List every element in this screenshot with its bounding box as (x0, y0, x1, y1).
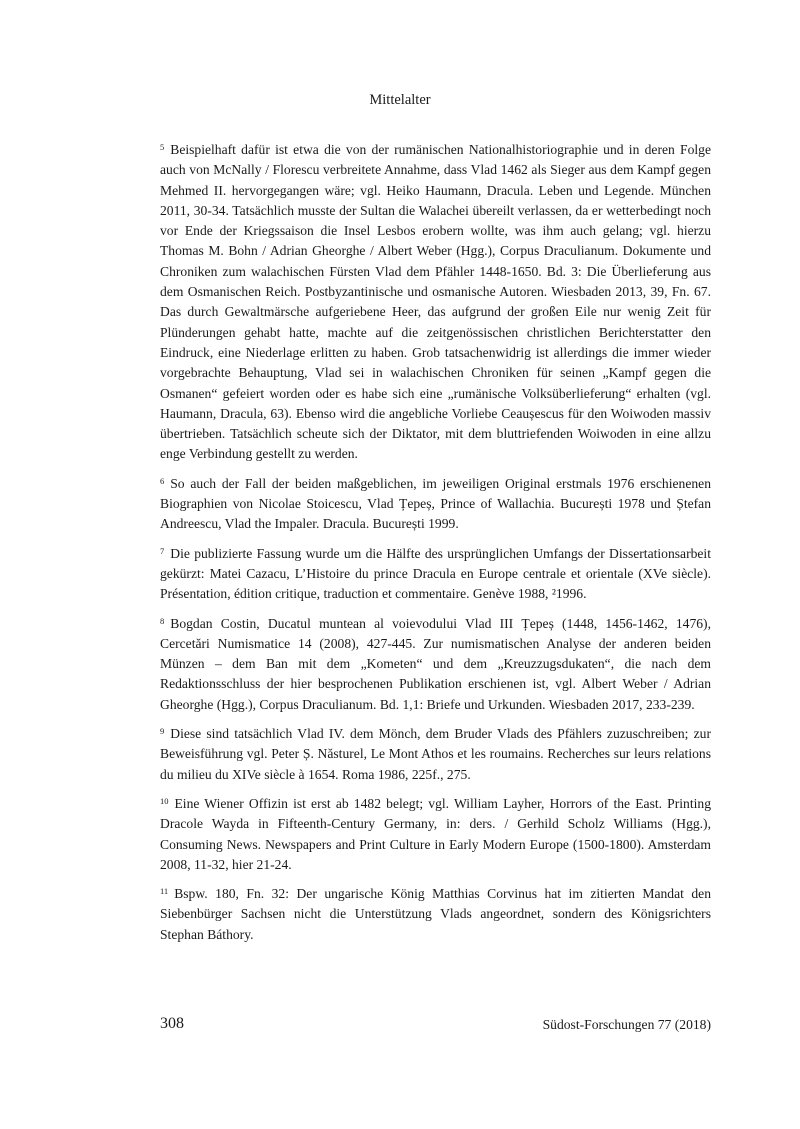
running-head: Mittelalter (369, 92, 431, 108)
footnote-9 (160, 721, 711, 785)
footnote-text: Bogdan Costin, Ducatul muntean al voievodului Vlad III Țepeș (1448, 1456-1462, 1476), Cercetări Numismatice 14 (2008), 427-445. Zur numismatischen Analyse der anderen beiden Münzen – dem Ban mit dem „Kometen“ und dem „Kreuzzugsdukaten“, die nach dem Redaktionsschluss der hier besprochenen Publikation erschienen ist, vgl. Albert Weber / Adrian Gheorghe (Hgg.), Corpus Draculianum. Bd. 1,1: Briefe und Urkunden. Wiesbaden 2017, 233-239. (160, 615, 711, 712)
footnote-number: 7 (160, 545, 165, 556)
footnote-6 (160, 471, 711, 535)
footnote-text: Eine Wiener Offizin ist erst ab 1482 belegt; vgl. William Layher, Horrors of the East. Printing Dracole Wayda in Fifteenth-Century Germany, in: ders. / Gerhild Scholz Williams (Hgg.), Consuming News. Newspapers and Print Culture in Early Modern Europe (1500-1800). Amsterdam 2008, 11-32, hier 21-24. (160, 795, 711, 872)
footnote-text: So auch der Fall der beiden maßgeblichen, im jeweiligen Original erstmals 1976 erschienenen Biographien von Nicolae Stoicescu, Vlad Țepeș, Prince of Wallachia. București 1978 und Ștefan Andreescu, Vlad the Impaler. Dracula. București 1999. (160, 475, 711, 532)
journal-title: Südost-Forschungen 77 (2018) (542, 1017, 711, 1032)
footnote-text: Beispielhaft dafür ist etwa die von der rumänischen Nationalhistoriographie und in deren Folge auch von McNally / Florescu verbreitete Annahme, dass Vlad 1462 als Sieger aus dem Kampf gegen Mehmed II. hervorgegangen wäre; vgl. Heiko Haumann, Dracula. Leben und Legende. München 2011, 30-34. Tatsächlich musste der Sultan die Walachei übereilt verlassen, da er wetterbedingt noch vor Ende der Kriegssaison die Insel Lesbos erobern wollte, was ihm auch gelang; vgl. hierzu Thomas M. Bohn / Adrian Gheorghe / Albert Weber (Hgg.), Corpus Draculianum. Dokumente und Chroniken zum walachischen Fürsten Vlad dem Pfähler 1448-1650. Bd. 3: Die Überlieferung aus dem Osmanischen Reich. Postbyzantinische und osmanische Autoren. Wiesbaden 2013, 39, Fn. 67. Das durch Gewaltmärsche aufgeriebene Heer, das aufgrund der großen Eile nur wenig Zeit für Plünderungen gehabt hatte, machte auf die zeitgenössischen christlichen Berichterstatter den Eindruck, eine Niederlage erlitten zu haben. Grob tatsachenwidrig ist allerdings die immer wieder vorgebrachte Behauptung, Vlad sei in walachischen Chroniken für seinen „Kampf gegen die Osmanen“ gefeiert worden oder es habe sich eine „rumänische Volksüberlieferung“ erhalten (vgl. Haumann, Dracula, 63). Ebenso wird die angebliche Vorliebe Ceaușescus für den Woiwoden massiv übertrieben. Tatsächlich scheute sich der Diktator, mit dem bluttriefenden Woiwoden in eine allzu enge Verbindung gestellt zu werden. (160, 142, 711, 462)
footnote-number: 10 (160, 795, 169, 806)
footnote-number: 11 (160, 886, 169, 897)
footnote-text: Diese sind tatsächlich Vlad IV. dem Mönch, dem Bruder Vlads des Pfählers zuzuschreiben; zur Beweisführung vgl. Peter Ș. Năsturel, Le Mont Athos et les roumains. Recherches sur leurs relations du milieu du XIVe siècle à 1654. Roma 1986, 225f., 275. (160, 726, 711, 782)
footnote-10 (160, 791, 711, 875)
footnote-number: 6 (160, 475, 165, 486)
footnote-number: 9 (160, 726, 165, 737)
footnote-5 (160, 137, 711, 465)
footnote-number: 8 (160, 615, 165, 626)
footnote-text: Die publizierte Fassung wurde um die Hälfte des ursprünglichen Umfangs der Dissertationsarbeit gekürzt: Matei Cazacu, L’Histoire du prince Dracula en Europe centrale et orientale (XVe siècle). Présentation, édition critique, traduction et commentaire. Genève 1988, ²1996. (160, 545, 711, 602)
footnote-7 (160, 541, 711, 605)
footnotes (160, 137, 711, 951)
footnote-8 (160, 611, 711, 715)
footnote-text: Bspw. 180, Fn. 32: Der ungarische König Matthias Corvinus hat im zitierten Mandat den Siebenbürger Sachsen nicht die Unterstützung Vlads angeordnet, sondern des Königsrichters Stephan Báthory. (160, 886, 711, 942)
footnote-11 (160, 881, 711, 945)
page-number: 308 (160, 1015, 184, 1032)
footnote-number: 5 (160, 142, 165, 152)
